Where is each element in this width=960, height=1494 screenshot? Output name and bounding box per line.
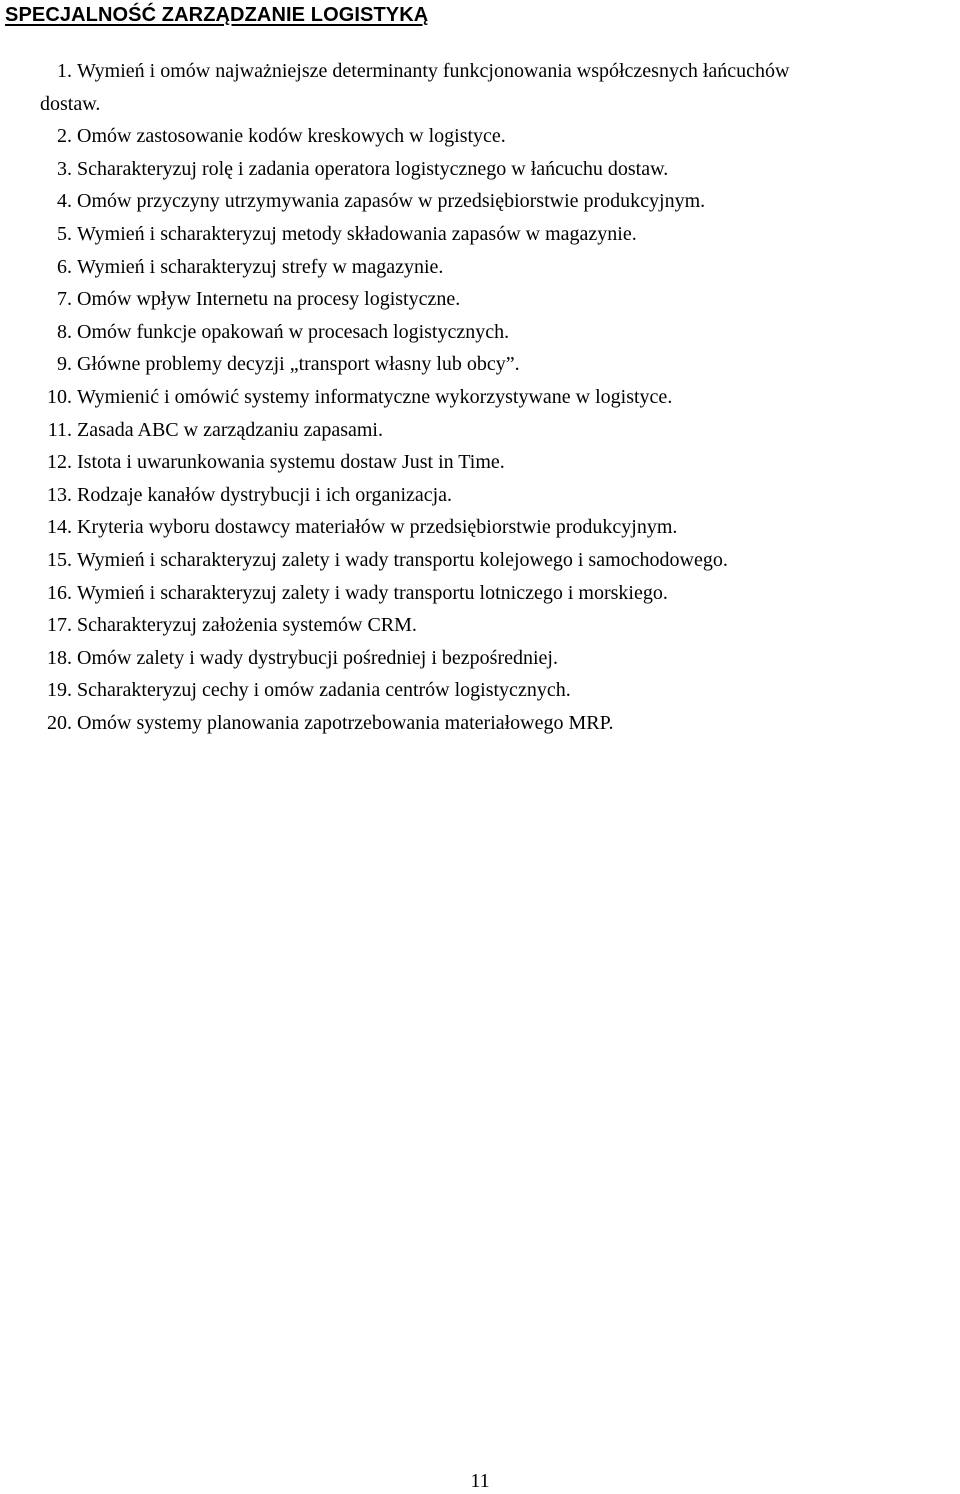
question-number: 7. xyxy=(57,288,72,311)
question-item-12 xyxy=(0,446,960,479)
question-text: Omów zastosowanie kodów kreskowych w logistyce. xyxy=(77,125,506,148)
question-number: 5. xyxy=(57,222,72,245)
question-number: 17. xyxy=(47,614,72,637)
question-text: Scharakteryzuj cechy i omów zadania centrów logistycznych. xyxy=(77,679,571,702)
document-title: SPECJALNOŚĆ ZARZĄDZANIE LOGISTYKĄ xyxy=(5,4,429,26)
question-item-19 xyxy=(0,674,960,707)
question-number: 8. xyxy=(57,320,72,343)
question-text: Kryteria wyboru dostawcy materiałów w przedsiębiorstwie produkcyjnym. xyxy=(77,516,678,539)
question-item-20 xyxy=(0,707,960,740)
question-number: 13. xyxy=(47,483,72,506)
question-number: 6. xyxy=(57,255,72,278)
question-item-13 xyxy=(0,479,960,512)
question-item-4 xyxy=(0,185,960,218)
question-number: 4. xyxy=(57,190,72,213)
question-number: 12. xyxy=(47,451,72,474)
question-text: Wymień i scharakteryzuj zalety i wady transportu kolejowego i samochodowego. xyxy=(77,548,728,571)
question-text: Omów wpływ Internetu na procesy logistyczne. xyxy=(77,288,461,311)
question-text xyxy=(40,55,952,120)
question-number: 14. xyxy=(47,516,72,539)
page-number: 11 xyxy=(470,1470,490,1492)
question-number: 1. xyxy=(57,60,72,82)
question-text-line2: dostaw. xyxy=(40,92,101,115)
question-item-7 xyxy=(0,283,960,316)
question-text: Zasada ABC w zarządzaniu zapasami. xyxy=(77,418,383,441)
question-text: Istota i uwarunkowania systemu dostaw Just in Time. xyxy=(77,451,505,474)
question-item-8 xyxy=(0,316,960,349)
question-item-16 xyxy=(0,577,960,610)
question-number: 2. xyxy=(57,125,72,148)
question-number: 20. xyxy=(47,711,72,734)
question-number: 18. xyxy=(47,646,72,669)
question-text: Wymień i scharakteryzuj zalety i wady transportu lotniczego i morskiego. xyxy=(77,581,668,604)
question-text: Wymień i scharakteryzuj strefy w magazynie. xyxy=(77,255,444,278)
question-text: Rodzaje kanałów dystrybucji i ich organizacja. xyxy=(77,483,453,506)
question-item-11 xyxy=(0,414,960,447)
question-text: Omów przyczyny utrzymywania zapasów w przedsiębiorstwie produkcyjnym. xyxy=(77,190,706,213)
question-text: Główne problemy decyzji „transport własny lub obcy”. xyxy=(77,353,520,376)
question-item-18 xyxy=(0,642,960,675)
question-number: 11. xyxy=(47,418,72,441)
question-text: Omów zalety i wady dystrybucji pośredniej i bezpośredniej. xyxy=(77,646,558,669)
question-item-17 xyxy=(0,609,960,642)
question-text-line1: Wymień i omów najważniejsze determinanty funkcjonowania współczesnych łańcuchów xyxy=(77,60,790,82)
question-item-9 xyxy=(0,348,960,381)
question-number: 15. xyxy=(47,548,72,571)
question-number: 19. xyxy=(47,679,72,702)
question-item-1 xyxy=(0,55,960,120)
question-text: Scharakteryzuj rolę i zadania operatora logistycznego w łańcuchu dostaw. xyxy=(77,157,669,180)
question-number: 10. xyxy=(47,385,72,408)
question-item-10 xyxy=(0,381,960,414)
question-text: Wymienić i omówić systemy informatyczne wykorzystywane w logistyce. xyxy=(77,385,673,408)
question-text: Scharakteryzuj założenia systemów CRM. xyxy=(77,614,417,637)
question-list xyxy=(0,55,960,739)
question-item-14 xyxy=(0,511,960,544)
question-number: 9. xyxy=(57,353,72,376)
question-text: Wymień i scharakteryzuj metody składowania zapasów w magazynie. xyxy=(77,222,637,245)
question-item-3 xyxy=(0,153,960,186)
question-item-6 xyxy=(0,251,960,284)
question-item-2 xyxy=(0,120,960,153)
question-item-5 xyxy=(0,218,960,251)
question-text: Omów systemy planowania zapotrzebowania materiałowego MRP. xyxy=(77,711,614,734)
question-number: 16. xyxy=(47,581,72,604)
question-number: 3. xyxy=(57,157,72,180)
question-text: Omów funkcje opakowań w procesach logistycznych. xyxy=(77,320,510,343)
question-item-15 xyxy=(0,544,960,577)
